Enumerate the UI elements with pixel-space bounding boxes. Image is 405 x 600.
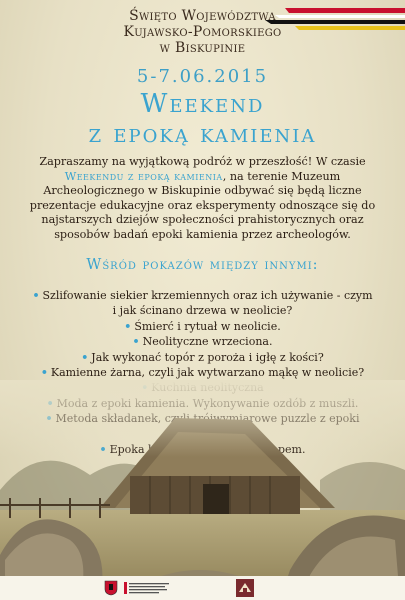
list-item: • Jak wykonać topór z poroża i igłę z kości? [81, 350, 324, 364]
intro-text-1: Zapraszamy na wyjątkową podróż w przeszłość! W czasie [39, 155, 366, 168]
bullet-icon: • [40, 366, 48, 380]
museum-logo [236, 579, 254, 597]
event-date: 5-7.06.2015 [136, 66, 269, 87]
voivodeship-office-logo [124, 581, 170, 595]
event-title [0, 89, 405, 149]
title-line-1: Weekend [140, 89, 265, 119]
sponsor-footer [0, 576, 405, 600]
intro-paragraph [22, 155, 383, 243]
shows-subheading: Wśród pokazów między innymi: [86, 257, 319, 273]
neolithic-hut-illustration [0, 380, 405, 600]
title-line-2: z epoką kamienia [88, 119, 317, 149]
bullet-icon: • [32, 289, 40, 302]
header-line-2: Kujawsko-Pomorskiego [123, 24, 282, 40]
bullet-icon: • [81, 350, 89, 364]
intro-text-2: , na terenie Muzeum Archeologicznego w Biskupinie odbywać się będą liczne prezentacje edukacyjne oraz eksperymenty odnoszące się do najstarszych dziejów społeczności prahistorycznych oraz sposobów badań epoki kamienia przez archeologów. [29, 169, 376, 241]
event-header [0, 8, 405, 56]
list-item: • Szlifowanie siekier krzemiennych oraz ich używanie - czym i jak ścinano drzewa w neolicie? [32, 289, 373, 318]
header-line-1: Święto Województwa [129, 8, 276, 24]
bullet-icon: • [132, 335, 140, 349]
intro-highlight: Weekendu z epoką kamienia [64, 169, 223, 183]
list-item: • Neolityczne wrzeciona. [132, 335, 273, 349]
list-item: • Kamienne żarna, czyli jak wytwarzano mąkę w neolicie? [40, 366, 365, 380]
header-line-3: w Biskupinie [159, 40, 246, 56]
coat-of-arms-logo [104, 580, 118, 596]
list-item: • Śmierć i rytuał w neolicie. [124, 319, 281, 333]
bullet-icon: • [124, 319, 132, 333]
